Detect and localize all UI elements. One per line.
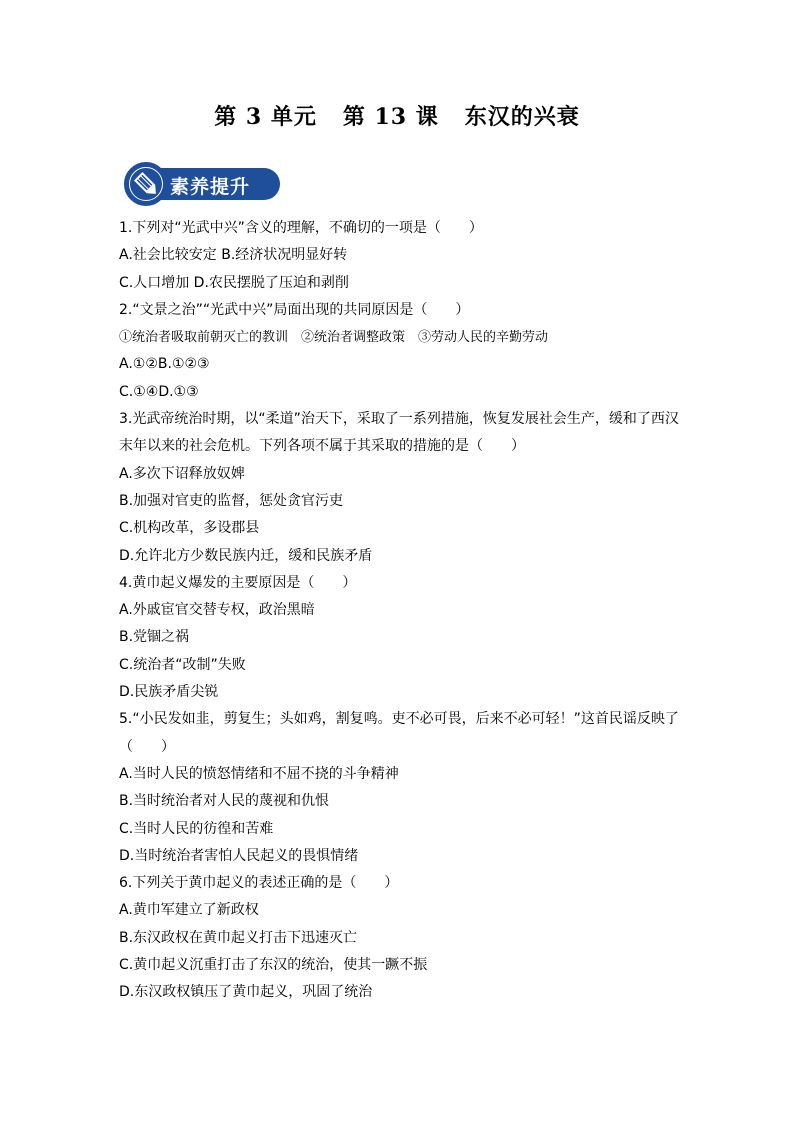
- question-2: 2.“文景之治”“光武中兴”局面出现的共同原因是（ ）: [119, 301, 470, 318]
- option-line: C.黄巾起义沉重打击了东汉的统治，使其一蹶不振: [119, 957, 428, 974]
- banner-badge: [124, 162, 168, 206]
- title-lesson: 第 13 课: [342, 104, 439, 130]
- option-line: C.①④D.①③: [119, 383, 199, 400]
- question-6: 6.下列关于黄巾起义的表述正确的是（ ）: [119, 875, 399, 892]
- question-4: 4.黄巾起义爆发的主要原因是（ ）: [119, 574, 357, 591]
- option-line: C.人口增加 D.农民摆脱了压迫和剥削: [119, 274, 349, 291]
- option-line: C.机构改革，多设郡县: [119, 520, 260, 537]
- option-line: D.当时统治者害怕人民起义的畏惧情绪: [119, 847, 359, 864]
- option-line: D.东汉政权镇压了黄巾起义，巩固了统治: [119, 984, 373, 1001]
- section-banner: [124, 162, 282, 206]
- option-line: B.党锢之祸: [119, 629, 190, 646]
- option-line: A.当时人民的愤怒情绪和不屈不挠的斗争精神: [119, 765, 399, 782]
- question-list: [119, 215, 689, 1007]
- option-line: B.加强对官吏的监督，惩处贪官污吏: [119, 492, 344, 509]
- option-line: A.黄巾军建立了新政权: [119, 902, 259, 919]
- title-unit: 第 3 单元: [214, 104, 317, 130]
- question-5: 5.“小民发如韭，剪复生；头如鸡，割复鸣。吏不必可畏，后来不必可轻！”这首民谣反映了（ ）: [119, 711, 679, 755]
- option-line: A.外戚宦官交替专权，政治黑暗: [119, 602, 315, 619]
- page-title: [0, 100, 794, 131]
- option-line: C.当时人民的彷徨和苦难: [119, 820, 274, 837]
- pencil-icon: [125, 163, 167, 205]
- option-line: A.①②B.①②③: [119, 356, 210, 373]
- title-name: 东汉的兴衰: [464, 104, 580, 130]
- option-line: D.民族矛盾尖锐: [119, 684, 219, 701]
- option-line: C.统治者“改制”失败: [119, 656, 246, 673]
- option-line: B.东汉政权在黄巾起义打击下迅速灭亡: [119, 929, 358, 946]
- option-line: B.当时统治者对人民的蔑视和仇恨: [119, 793, 330, 810]
- banner-label: 素养提升: [170, 176, 251, 198]
- option-line: D.允许北方少数民族内迁，缓和民族矛盾: [119, 547, 373, 564]
- question-1: 1.下列对“光武中兴”含义的理解，不确切的一项是（ ）: [119, 220, 483, 236]
- statement-line: ①统治者吸取前朝灭亡的教训 ②统治者调整政策 ③劳动人民的辛勤劳动: [119, 330, 549, 346]
- option-line: A.社会比较安定 B.经济状况明显好转: [119, 247, 348, 264]
- option-line: A.多次下诏释放奴婢: [119, 465, 245, 482]
- question-3: 3.光武帝统治时期，以“柔道”治天下，采取了一系列措施，恢复发展社会生产，缓和了西汉末年以来的社会危机。下列各项不属于其采取的措施的是（ ）: [119, 411, 679, 455]
